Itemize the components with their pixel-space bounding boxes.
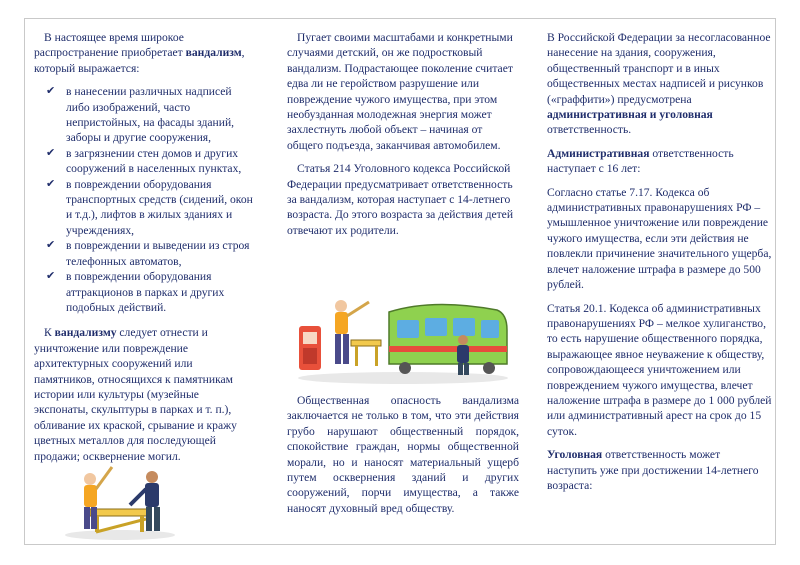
column-left [34,30,256,472]
list-item-text: в нанесении различных надписей либо изображений, часто непристойных, на фасады зданий, заборы и другие сооружения, [66,85,235,145]
column-right [547,30,772,501]
intro-paragraph [34,30,256,76]
list-item [46,177,256,239]
criminal-text: ответственность может наступить уже при достижении 14-летнего возраста: [547,448,759,492]
list-item-text: в загрязнении стен домов и других сооружений в населенных пунктах, [66,146,242,176]
column-middle [287,30,519,246]
list-item-text: в повреждении и выведении из строя телефонных автоматов, [66,239,250,268]
administrative-bold: Административная [547,146,650,160]
checkmark-icon: ✔ [46,177,56,190]
monuments-paragraph [34,325,256,464]
vandals-bench-illustration [60,457,180,542]
public-danger-paragraph: Общественная опасность вандализма заключается не только в том, что эти действия грубо нарушают общественный порядок, спокойствие граждан, нормы общественной морали, но и наносят материальный ущерб путем осквернения зданий и других сооружений, порчи имущества, а также наносят духовный вред обществу. [287,394,519,515]
checkmark-icon: ✔ [46,146,56,159]
list-item-text: в повреждении оборудования транспортных средств (сидений, окон и т.д.), лифтов в жилых зданиях и учреждениях, [66,177,253,237]
monuments-bold: вандализму [54,326,117,340]
intro-text-end: , который выражается: [34,46,245,75]
list-item [46,238,256,269]
checkmark-icon: ✔ [46,270,56,283]
monuments-text: следует отнести и уничтожение или повреждение архитектурных сооружений или памятников, относящихся к памятникам истории или культуры (музейные экспонаты, скульптуры в парках и т. п.), обливание их краской, срывание и кражу цветных металлов для последующей продажи; осквернение могил. [34,326,237,463]
criminal-bold: Уголовная [547,448,603,462]
intro-text: В настоящее время широкое распространение приобретает [34,31,186,60]
graffiti-bold: административная и уголовная [547,108,713,122]
article-20-1-paragraph: Статья 20.1. Кодекса об административных правонарушениях РФ – мелкое хулиганство, то есть нарушение общественного порядка, выражающее явное неуважение к обществу, сопровождающееся уничтожением или повреждением чужого имущества, влечет наложение штрафа в размере до 1 000 рублей или административный арест на срок до 15 суток. [547,301,772,438]
list-item [46,84,256,146]
criminal-paragraph [547,447,772,493]
list-item [46,146,256,177]
list-item-text: в повреждении оборудования аттракционов в парках и других подобных действий. [66,270,225,314]
article-7-17-paragraph: Согласно статье 7.17. Кодекса об административных правонарушениях РФ – умышленное уничтожение или повреждение чужого имущества, если эти действия не повлекли причинение значительного ущерба, влечет наложение штрафа в размере до 500 рублей. [547,185,772,292]
graffiti-text: В Российской Федерации за несогласованное нанесение на здания, сооружения, общественный транспорт и в иных общественных местах надписей и рисунков («граффити») предусмотрена [547,31,771,106]
monuments-text-start: К [44,326,55,340]
checkmark-icon: ✔ [46,239,56,252]
list-item [46,269,256,315]
intro-bold: вандализм [185,46,242,60]
checkmark-icon: ✔ [46,85,56,98]
vandalism-forms-list [34,84,256,315]
administrative-text: ответственность наступает с 16 лет: [547,146,734,176]
teen-vandalism-paragraph: Пугает своими масштабами и конкретными случаями детский, он же подростковый вандализм. Подрастающее поколение считает едва ли не геройством разрушение или повреждение чужого имущества, при этом необузданная молодежная энергия может захлестнуть любой объект – начиная от общего подъезда, заканчивая автомобилем. [287,31,513,152]
column-middle-lower [287,393,519,524]
graffiti-text-end: ответственность. [547,123,632,137]
article-214-paragraph: Статья 214 Уголовного кодекса Российской Федерации предусматривает ответственность за вандализм, которая наступает с 14-летнего возраста. До этого возраста за действия детей отвечают их родители. [287,162,514,237]
graffiti-paragraph [547,30,772,138]
vandals-train-illustration [293,290,515,385]
administrative-paragraph [547,146,772,177]
